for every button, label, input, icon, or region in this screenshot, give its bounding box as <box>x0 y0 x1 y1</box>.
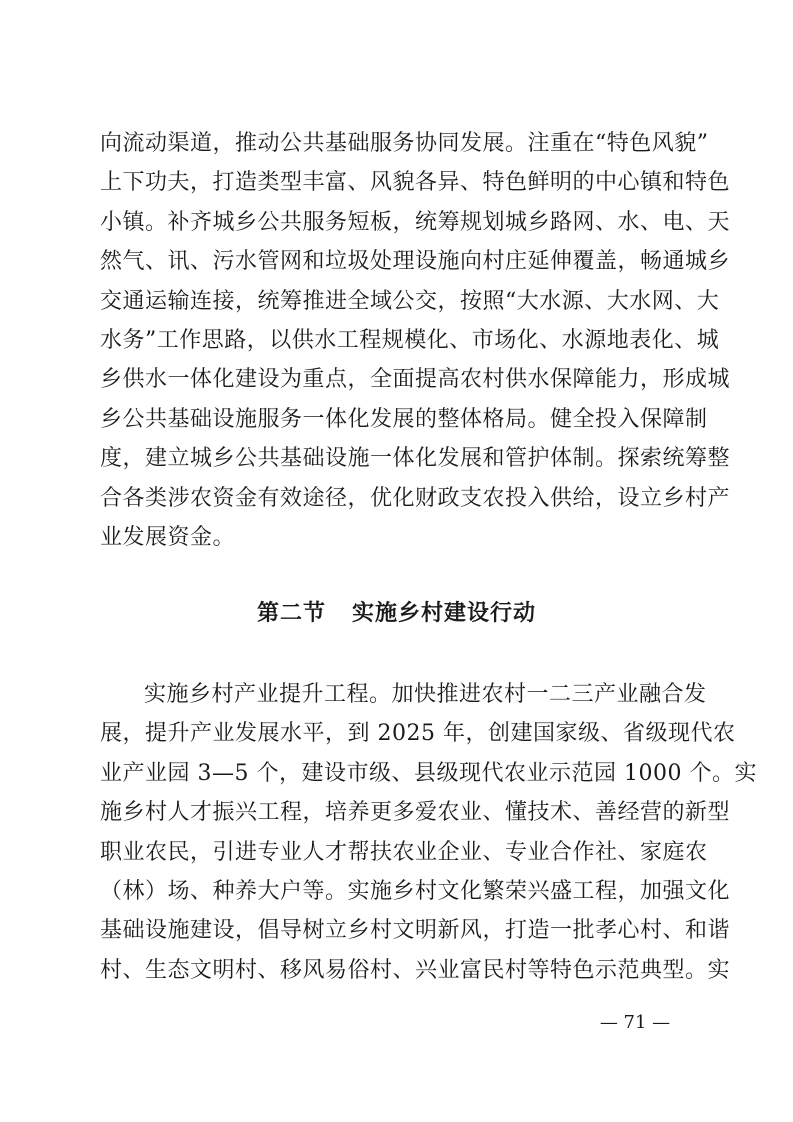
text-line: 乡公共基础设施服务一体化发展的整体格局。健全投入保障制 <box>100 406 708 432</box>
text-line: 向流动渠道，推动公共基础服务协同发展。注重在“特色风貌” <box>100 131 709 156</box>
text-line: 乡供水一体化建设为重点，全面提高农村供水保障能力，形成城 <box>100 367 731 393</box>
page-number: — 71 — <box>599 1012 671 1033</box>
text-line: 合各类涉农资金有效途径，优化财政支农投入供给，设立乡村产 <box>100 485 731 511</box>
text-line: 村、生态文明村、移风易俗村、兴业富民村等特色示范典型。实 <box>100 957 731 983</box>
text-line: 职业农民，引进专业人才帮扶农业企业、专业合作社、家庭农 <box>100 839 708 865</box>
section-number: 第二节 <box>256 601 326 626</box>
section-heading <box>0 594 793 634</box>
text-line: 展，提升产业发展水平，到 2025 年，创建国家级、省级现代农 <box>100 721 736 747</box>
text-line: 业产业园 3—5 个，建设市级、县级现代农业示范园 1000 个。实 <box>100 760 757 786</box>
text-line: 然气、讯、污水管网和垃圾处理设施向村庄延伸覆盖，畅通城乡 <box>100 249 731 275</box>
text-line: 交通运输连接，统筹推进全域公交，按照“大水源、大水网、大 <box>100 288 720 314</box>
text-line: （林）场、种养大户等。实施乡村文化繁荣兴盛工程，加强文化 <box>100 878 731 904</box>
continued-paragraph <box>100 124 731 557</box>
main-paragraph <box>100 675 757 990</box>
text-line: 实施乡村产业提升工程。加快推进农村一二三产业融合发 <box>144 682 707 707</box>
text-line: 小镇。补齐城乡公共服务短板，统筹规划城乡路网、水、电、天 <box>100 209 731 235</box>
text-line: 水务”工作思路，以供水工程规模化、市场化、水源地表化、城 <box>100 327 720 353</box>
text-line: 业发展资金。 <box>100 524 236 550</box>
section-title: 实施乡村建设行动 <box>352 601 537 626</box>
text-line: 度，建立城乡公共基础设施一体化发展和管护体制。探索统筹整 <box>100 446 731 472</box>
text-line: 基础设施建设，倡导树立乡村文明新风，打造一批孝心村、和谐 <box>100 918 731 944</box>
text-line: 施乡村人才振兴工程，培养更多爱农业、懂技术、善经营的新型 <box>100 800 731 826</box>
text-line: 上下功夫，打造类型丰富、风貌各异、特色鲜明的中心镇和特色 <box>100 170 731 196</box>
